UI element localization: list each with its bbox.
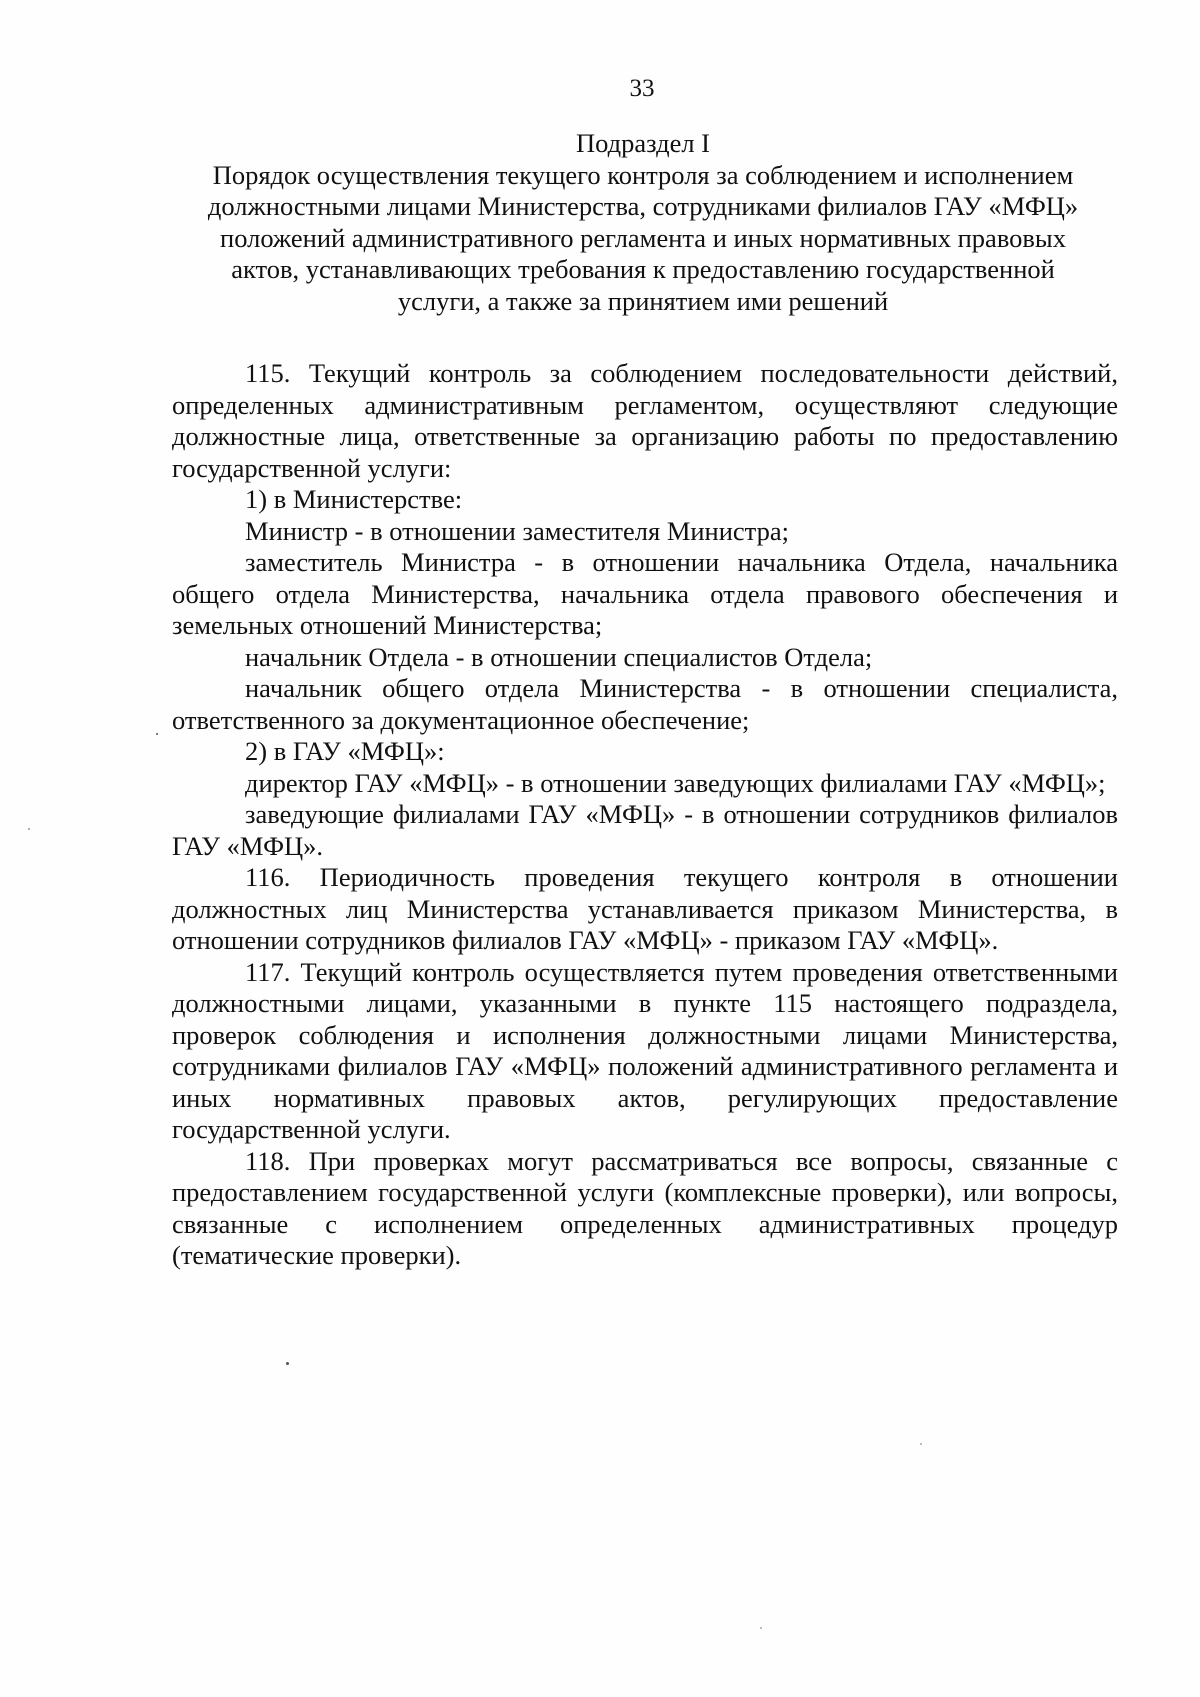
list-item-department-head: начальник Отдела - в отношении специалистов Отдела; — [245, 641, 873, 672]
list-item-deputy-minister: заместитель Министра - в отношении начальника Отдела, начальника общего отдела Министерства, начальника отдела правового обеспечения и земельных отношений Министерства; — [172, 547, 1118, 640]
paragraph-115: 115. Текущий контроль за соблюдением последовательности действий, определенных административным регламентом, осуществляют следующие должностные лица, ответственные за организацию работы по предоставлению государственной услуги: — [172, 358, 1118, 483]
scan-speck — [156, 733, 158, 735]
list-item-mfc: 2) в ГАУ «МФЦ»: — [245, 736, 445, 766]
paragraph-116: 116. Периодичность проведения текущего контроля в отношении должностных лиц Министерства устанавливается приказом Министерства, в отношении сотрудников филиалов ГАУ «МФЦ» - приказом ГАУ «МФЦ». — [172, 862, 1118, 955]
scan-speck — [920, 1443, 922, 1445]
section-heading-line: должностными лицами Министерства, сотрудниками филиалов ГАУ «МФЦ» — [207, 191, 1079, 221]
document-body — [172, 358, 1118, 1272]
list-item-branch-heads: заведующие филиалами ГАУ «МФЦ» - в отношении сотрудников филиалов ГАУ «МФЦ». — [172, 799, 1118, 861]
list-item-minister: Министр - в отношении заместителя Министра; — [245, 515, 789, 546]
scan-speck — [28, 828, 30, 830]
section-heading-line: актов, устанавливающих требования к предоставлению государственной — [231, 254, 1055, 284]
paragraph-118: 118. При проверках могут рассматриваться все вопросы, связанные с предоставлением государственной услуги (комплексные проверки), или вопросы, связанные с исполнением определенных административных процедур (тематические проверки). — [172, 1145, 1118, 1270]
section-heading-line: Порядок осуществления текущего контроля за соблюдением и исполнением — [212, 159, 1074, 190]
scan-speck — [286, 1362, 289, 1365]
list-item-general-department-head: начальник общего отдела Министерства - в отношении специалиста, ответственного за документационное обеспечение; — [172, 673, 1118, 735]
list-item-mfc-director: директор ГАУ «МФЦ» - в отношении заведующих филиалами ГАУ «МФЦ»; — [245, 767, 1106, 798]
scan-speck — [760, 1627, 762, 1629]
subsection-title: Подраздел I — [575, 128, 711, 158]
paragraph-117: 117. Текущий контроль осуществляется путем проведения ответственными должностными лицами, указанными в пункте 115 настоящего подраздела, проверок соблюдения и исполнения должностными лицами Министерства, сотрудниками филиалов ГАУ «МФЦ» положений административного регламента и иных нормативных правовых актов, регулирующих предоставление государственной услуги. — [172, 956, 1118, 1144]
section-heading — [160, 128, 1126, 317]
page-number: 33 — [629, 75, 655, 102]
section-heading-line: услуги, а также за принятием ими решений — [397, 285, 889, 316]
list-item-ministry: 1) в Министерстве: — [245, 484, 463, 514]
section-heading-line: положений административного регламента и иных нормативных правовых — [220, 222, 1066, 253]
